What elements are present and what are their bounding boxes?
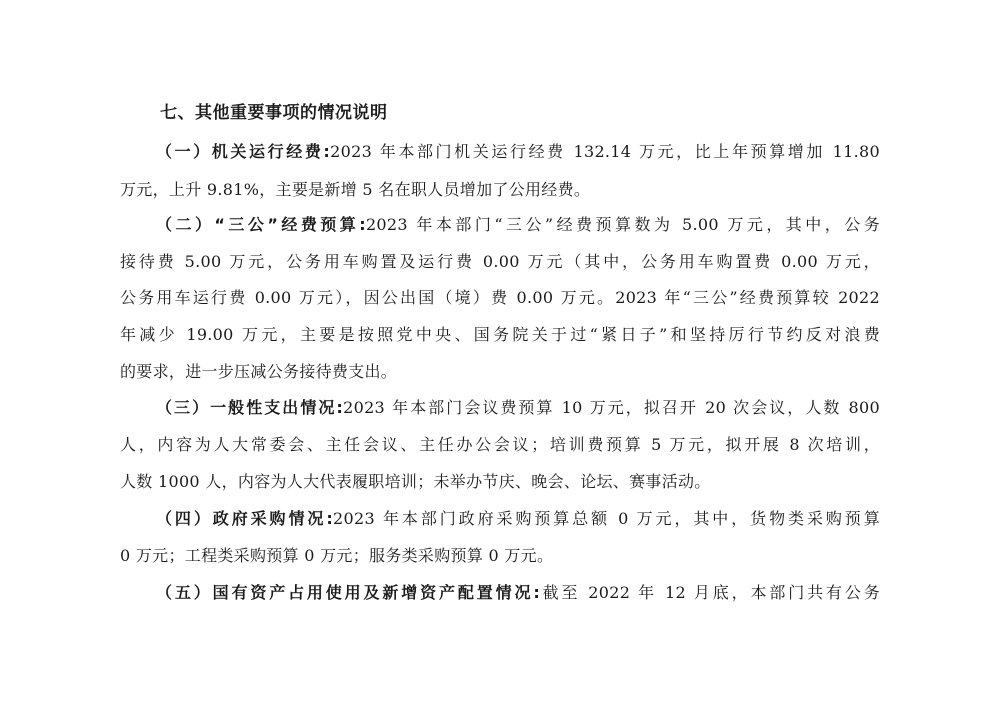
paragraph-text: 0 万元；工程类采购预算 0 万元；服务类采购预算 0 万元。 (120, 546, 554, 565)
paragraph-text: 2023 年本部门政府采购预算总额 0 万元，其中，货物类采购预算 (333, 509, 881, 528)
item-label: （三）一般性支出情况: (156, 398, 344, 417)
item-label: （五）国有资产占用使用及新增资产配置情况: (156, 583, 541, 602)
paragraph-line (156, 582, 880, 604)
paragraph-text: 年减少 19.00 万元，主要是按照党中央、国务院关于过“紧日子”和坚持厉行节约反对浪费 (120, 325, 880, 344)
paragraph-text: 截至 2022 年 12 月底，本部门共有公务 (540, 583, 881, 602)
paragraph-line (120, 251, 880, 273)
paragraph-line (120, 471, 880, 493)
paragraph-line (120, 324, 880, 346)
paragraph-text: 人数 1000 人，内容为人大代表履职培训；未举办节庆、晚会、论坛、赛事活动。 (120, 472, 711, 491)
paragraph-text: 2023 年本部门会议费预算 10 万元，拟召开 20 次会议，人数 800 (343, 398, 880, 417)
paragraph-text: 2023 年本部门“三公”经费预算数为 5.00 万元，其中，公务 (365, 215, 880, 234)
paragraph-text: 万元，上升 9.81%，主要是新增 5 名在职人员增加了公用经费。 (120, 180, 591, 199)
paragraph-line (156, 141, 880, 163)
paragraph-text: 人，内容为人大常委会、主任会议、主任办公会议；培训费预算 5 万元，拟开展 8 次培训， (120, 435, 880, 454)
item-label: （四）政府采购情况: (156, 509, 334, 528)
item-label: （二）“三公”经费预算: (156, 215, 366, 234)
paragraph-line (156, 508, 880, 530)
paragraph-line (120, 179, 880, 201)
item-label: （一）机关运行经费: (156, 142, 331, 161)
paragraph-line (156, 214, 880, 236)
paragraph-text: 接待费 5.00 万元，公务用车购置及运行费 0.00 万元（其中，公务用车购置费 0.00 万元， (120, 252, 880, 271)
paragraph-line (120, 361, 880, 383)
section-heading: 七、其他重要事项的情况说明 (160, 103, 388, 123)
paragraph-text: 2023 年本部门机关运行经费 132.14 万元，比上年预算增加 11.80 (330, 142, 880, 161)
paragraph-text: 的要求，进一步压减公务接待费支出。 (120, 362, 398, 381)
paragraph-line (120, 545, 880, 567)
paragraph-line (156, 397, 880, 419)
paragraph-line (120, 287, 880, 309)
paragraph-text: 公务用车运行费 0.00 万元），因公出国（境）费 0.00 万元。2023 年“三公”经费预算较 2022 (120, 288, 880, 307)
paragraph-line (120, 434, 880, 456)
